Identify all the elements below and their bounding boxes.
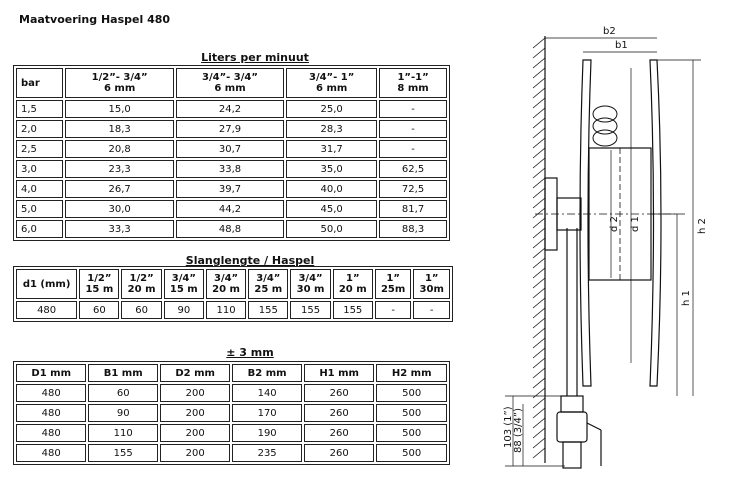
dims-cell: 140 <box>232 384 301 402</box>
flow-cell: 24,2 <box>176 100 284 118</box>
flow-cell: 33,8 <box>176 160 284 178</box>
flow-table-row <box>16 160 447 178</box>
page-title: Maatvoering Haspel 480 <box>19 13 171 26</box>
hose-header-cell <box>164 269 204 299</box>
hose-cell: 480 <box>16 301 77 319</box>
flow-table-row <box>16 140 447 158</box>
flow-cell: 4,0 <box>16 180 63 198</box>
hose-cell: 60 <box>79 301 119 319</box>
hose-header-cell <box>206 269 246 299</box>
flow-cell: 31,7 <box>286 140 377 158</box>
flow-cell: - <box>379 140 447 158</box>
dims-header-cell: D2 mm <box>160 364 230 382</box>
header-line-1: 1/2” <box>87 273 112 284</box>
hose-cell: 155 <box>248 301 288 319</box>
dimension-lines <box>505 38 701 466</box>
header-line-2: 30m <box>419 284 444 295</box>
dims-cell: 170 <box>232 404 301 422</box>
hose-header-cell <box>290 269 330 299</box>
flow-cell: 50,0 <box>286 220 377 238</box>
dims-cell: 235 <box>232 444 301 462</box>
dims-cell: 500 <box>376 404 447 422</box>
reel-technical-drawing <box>505 18 727 488</box>
dims-header-cell: H2 mm <box>376 364 447 382</box>
label-d1: d 1 <box>630 216 641 232</box>
flow-cell: 2,5 <box>16 140 63 158</box>
hose-header-cell <box>375 269 412 299</box>
dims-cell: 260 <box>304 444 375 462</box>
flow-cell: 20,8 <box>65 140 173 158</box>
label-b2: b2 <box>603 26 616 37</box>
header-line-2: 8 mm <box>397 83 429 94</box>
flow-cell: - <box>379 120 447 138</box>
header-line-2: 6 mm <box>214 83 246 94</box>
dims-cell: 60 <box>88 384 157 402</box>
flow-cell: 81,7 <box>379 200 447 218</box>
dims-header-cell: B2 mm <box>232 364 301 382</box>
header-line-2: 30 m <box>296 284 325 295</box>
hose-table <box>13 266 453 322</box>
flow-table-row <box>16 120 447 138</box>
dims-cell: 200 <box>160 404 230 422</box>
header-line-1: bar <box>21 77 40 89</box>
hose-cell: 60 <box>121 301 161 319</box>
flow-header-cell <box>176 68 284 98</box>
hose-header-cell <box>333 269 373 299</box>
hose-cell: 155 <box>333 301 373 319</box>
supply-pipe <box>567 228 577 396</box>
flow-header-cell <box>286 68 377 98</box>
hose-cell: 90 <box>164 301 204 319</box>
flow-cell: 18,3 <box>65 120 173 138</box>
flow-cell: 88,3 <box>379 220 447 238</box>
flow-cell: 30,0 <box>65 200 173 218</box>
dims-cell: 480 <box>16 424 86 442</box>
flow-header-cell <box>16 68 63 98</box>
hose-header-cell <box>121 269 161 299</box>
flow-header-cell <box>65 68 173 98</box>
hose-table-caption: Slanglengte / Haspel <box>185 254 315 267</box>
header-line-2: 20 m <box>212 284 240 295</box>
header-line-1: 1/2” <box>129 273 154 284</box>
dims-header-cell: D1 mm <box>16 364 86 382</box>
flow-cell: 30,7 <box>176 140 284 158</box>
flow-cell: 27,9 <box>176 120 284 138</box>
header-line-1: 1” <box>386 273 400 284</box>
flow-cell: 26,7 <box>65 180 173 198</box>
hose-cell: - <box>375 301 412 319</box>
dims-table <box>13 361 450 465</box>
hose-header-cell <box>79 269 119 299</box>
dims-cell: 260 <box>304 424 375 442</box>
flow-cell: 15,0 <box>65 100 173 118</box>
flow-cell: 45,0 <box>286 200 377 218</box>
header-line-2: 20 m <box>127 284 156 295</box>
dims-table-row <box>16 384 447 402</box>
dims-cell: 500 <box>376 424 447 442</box>
header-line-1: 1”-1” <box>397 72 429 83</box>
dims-header-cell: B1 mm <box>88 364 157 382</box>
flow-table-caption: Liters per minuut <box>201 51 309 64</box>
label-h1: h 1 <box>681 290 692 306</box>
label-h2: h 2 <box>697 218 708 234</box>
hose-header-first: d1 (mm) <box>16 269 77 299</box>
reel-flange-right <box>650 60 661 386</box>
flow-header-cell <box>379 68 447 98</box>
flow-cell: 23,3 <box>65 160 173 178</box>
header-line-1: 3/4” <box>213 273 239 284</box>
flow-cell: 35,0 <box>286 160 377 178</box>
header-line-1: 1/2”- 3/4” <box>91 72 148 83</box>
header-line-2: 20 m <box>338 284 367 295</box>
flow-table-row <box>16 100 447 118</box>
dims-cell: 200 <box>160 384 230 402</box>
flow-cell: 72,5 <box>379 180 447 198</box>
dims-table-row <box>16 404 447 422</box>
hose-cell: 155 <box>290 301 330 319</box>
flow-cell: 5,0 <box>16 200 63 218</box>
wall-hatching <box>533 36 545 463</box>
dims-cell: 90 <box>88 404 157 422</box>
header-line-2: 15 m <box>85 284 114 295</box>
dims-cell: 200 <box>160 444 230 462</box>
flow-cell: - <box>379 100 447 118</box>
flow-table-row <box>16 220 447 238</box>
header-line-2: 25 m <box>254 284 283 295</box>
dims-cell: 500 <box>376 384 447 402</box>
header-line-1: 3/4”- 3/4” <box>202 72 258 83</box>
header-line-1: 1” <box>345 273 360 284</box>
header-line-1: 1” <box>424 273 439 284</box>
dims-cell: 200 <box>160 424 230 442</box>
flow-cell: 48,8 <box>176 220 284 238</box>
flow-cell: 62,5 <box>379 160 447 178</box>
header-line-2: 6 mm <box>103 83 136 94</box>
hose-header-cell <box>248 269 288 299</box>
dims-cell: 260 <box>304 384 375 402</box>
flow-table <box>13 65 450 241</box>
header-line-1: 3/4” <box>171 273 196 284</box>
dims-header-cell: H1 mm <box>304 364 375 382</box>
dims-cell: 260 <box>304 404 375 422</box>
dims-cell: 480 <box>16 444 86 462</box>
flow-cell: 28,3 <box>286 120 377 138</box>
dims-cell: 110 <box>88 424 157 442</box>
header-line-1: 3/4” <box>298 273 323 284</box>
hose-table-row <box>16 301 450 319</box>
header-line-1: 3/4” <box>256 273 281 284</box>
header-line-2: 25m <box>380 284 406 295</box>
flow-cell: 44,2 <box>176 200 284 218</box>
flow-cell: 33,3 <box>65 220 173 238</box>
spring-coil <box>593 106 617 146</box>
flow-cell: 3,0 <box>16 160 63 178</box>
label-103: 103 (1”) <box>503 406 514 448</box>
dims-table-row <box>16 444 447 462</box>
flow-table-row <box>16 180 447 198</box>
flow-cell: 40,0 <box>286 180 377 198</box>
hose-header-cell <box>413 269 450 299</box>
header-line-2: 6 mm <box>316 83 348 94</box>
header-line-2: 15 m <box>169 284 198 295</box>
flow-cell: 39,7 <box>176 180 284 198</box>
flow-cell: 2,0 <box>16 120 63 138</box>
label-d2: d 2 <box>609 216 620 232</box>
label-b1: b1 <box>615 40 628 51</box>
dims-table-row <box>16 424 447 442</box>
flow-cell: 25,0 <box>286 100 377 118</box>
header-line-1: 3/4”- 1” <box>308 72 355 83</box>
dims-table-caption: ± 3 mm <box>226 346 274 359</box>
dims-cell: 480 <box>16 404 86 422</box>
hose-header-row <box>16 269 450 299</box>
hose-cell: 110 <box>206 301 246 319</box>
dims-cell: 500 <box>376 444 447 462</box>
label-88: 88 (3/4”) <box>513 408 524 453</box>
dims-cell: 190 <box>232 424 301 442</box>
flow-cell: 6,0 <box>16 220 63 238</box>
valve-assembly <box>557 396 601 468</box>
dims-cell: 480 <box>16 384 86 402</box>
dims-cell: 155 <box>88 444 157 462</box>
flow-cell: 1,5 <box>16 100 63 118</box>
flow-table-row <box>16 200 447 218</box>
hose-cell: - <box>413 301 450 319</box>
